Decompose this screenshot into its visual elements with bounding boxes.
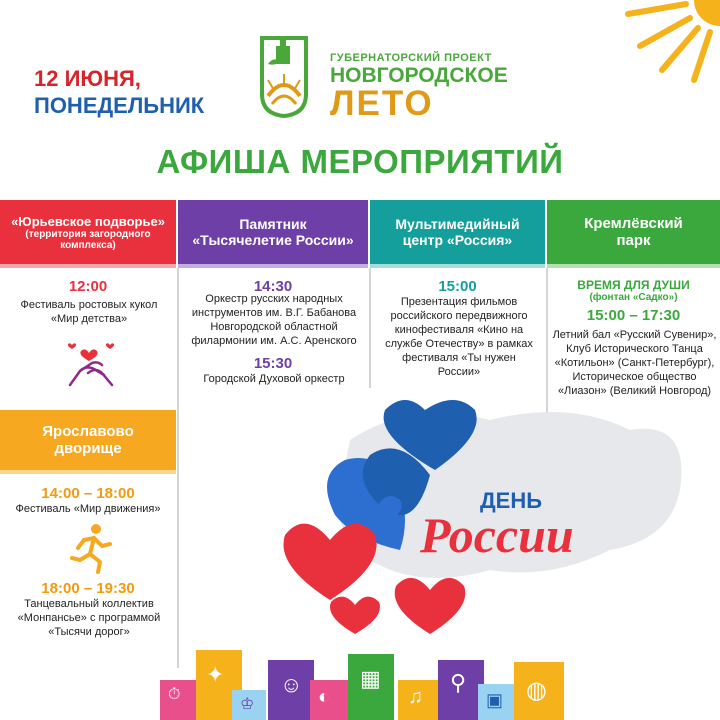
event-time: 15:00 – 17:30 bbox=[586, 307, 681, 324]
venue-name: Ярославово дворище bbox=[42, 423, 134, 457]
date-line: 12 ИЮНЯ, bbox=[34, 66, 141, 91]
event-description: Оркестр русских народных инструментов им. В.Г. Бабанова Новгородской областной филармонии им. А.С. Аренского bbox=[191, 293, 357, 347]
venue-name: Памятник «Тысячелетие России» bbox=[192, 216, 354, 248]
project-name-line2: ЛЕТО bbox=[330, 84, 434, 123]
volleyball-icon: ◍ bbox=[526, 677, 547, 704]
venue-header-yuryevskoe bbox=[0, 200, 176, 264]
dancer-icon: ✦ bbox=[206, 662, 225, 687]
event-time: 14:30 bbox=[253, 278, 293, 295]
project-label: ГУБЕРНАТОРСКИЙ ПРОЕКТ bbox=[330, 52, 492, 64]
venue-header-monument bbox=[178, 200, 368, 264]
venue-header-yaroslavovo bbox=[0, 410, 176, 470]
event-description: Городской Духовой оркестр bbox=[203, 373, 345, 385]
event-description: Фестиваль ростовых кукол «Мир детства» bbox=[20, 299, 158, 325]
event-description: Презентация фильмов российского передвижного кинофестиваля «Кино на службе Отечеству» в рамках фестиваля «Ты нужен России» bbox=[385, 296, 533, 378]
palette-icon: ◐ bbox=[318, 686, 331, 708]
russia-day-line1: ДЕНЬ bbox=[480, 488, 543, 513]
venue-header-multimedia bbox=[370, 200, 545, 264]
sun-icon bbox=[614, 0, 720, 90]
novgorod-leto-logo-icon bbox=[258, 34, 310, 118]
hands-heart-icon bbox=[62, 335, 120, 393]
event-time: 14:00 – 18:00 bbox=[41, 485, 135, 502]
badminton-icon: ⚲ bbox=[450, 670, 467, 695]
bell-icon: ♔ bbox=[240, 696, 255, 713]
event-title: ВРЕМЯ ДЛЯ ДУШИ bbox=[577, 278, 690, 292]
russia-day-line2: России bbox=[420, 507, 574, 563]
music-note-icon: ♫ bbox=[408, 686, 423, 708]
venue-name: «Юрьевское подворье» bbox=[11, 213, 165, 229]
event-time: 12:00 bbox=[68, 278, 108, 295]
clapperboard-icon: ▦ bbox=[360, 666, 381, 691]
event-time: 15:30 bbox=[253, 355, 293, 372]
runner-icon bbox=[64, 522, 114, 574]
project-name-line1: НОВГОРОДСКОЕ bbox=[330, 64, 508, 87]
page-title: АФИША МЕРОПРИЯТИЙ bbox=[156, 143, 564, 180]
venue-subname: (территория загородного комплекса) bbox=[25, 228, 151, 251]
venue-name: Кремлёвский парк bbox=[584, 215, 683, 249]
event-description: Летний бал «Русский Сувенир», Клуб Исторического Танца «Котильон» (Санкт-Петербург), Историческое общество «Лиазон» (Великий Новгород) bbox=[552, 329, 717, 397]
venue-header-kremlin-park bbox=[547, 200, 720, 264]
stopwatch-60-icon: ⏱ bbox=[168, 686, 181, 703]
event-time: 15:00 bbox=[438, 278, 477, 295]
event-description: Танцевальный коллектив «Монпансье» с программой «Тысячи дорог» bbox=[17, 598, 161, 638]
russia-day-illustration bbox=[270, 380, 720, 640]
event-time: 18:00 – 19:30 bbox=[41, 580, 135, 597]
venue-name: Мультимедийный центр «Россия» bbox=[395, 216, 520, 248]
event-subtitle: (фонтан «Садко») bbox=[589, 292, 678, 303]
event-description: Фестиваль «Мир движения» bbox=[15, 503, 161, 515]
yoga-icon: ☺ bbox=[280, 672, 303, 697]
stamp-icon: ▣ bbox=[486, 690, 504, 710]
weekday-line: ПОНЕДЕЛЬНИК bbox=[34, 93, 205, 118]
